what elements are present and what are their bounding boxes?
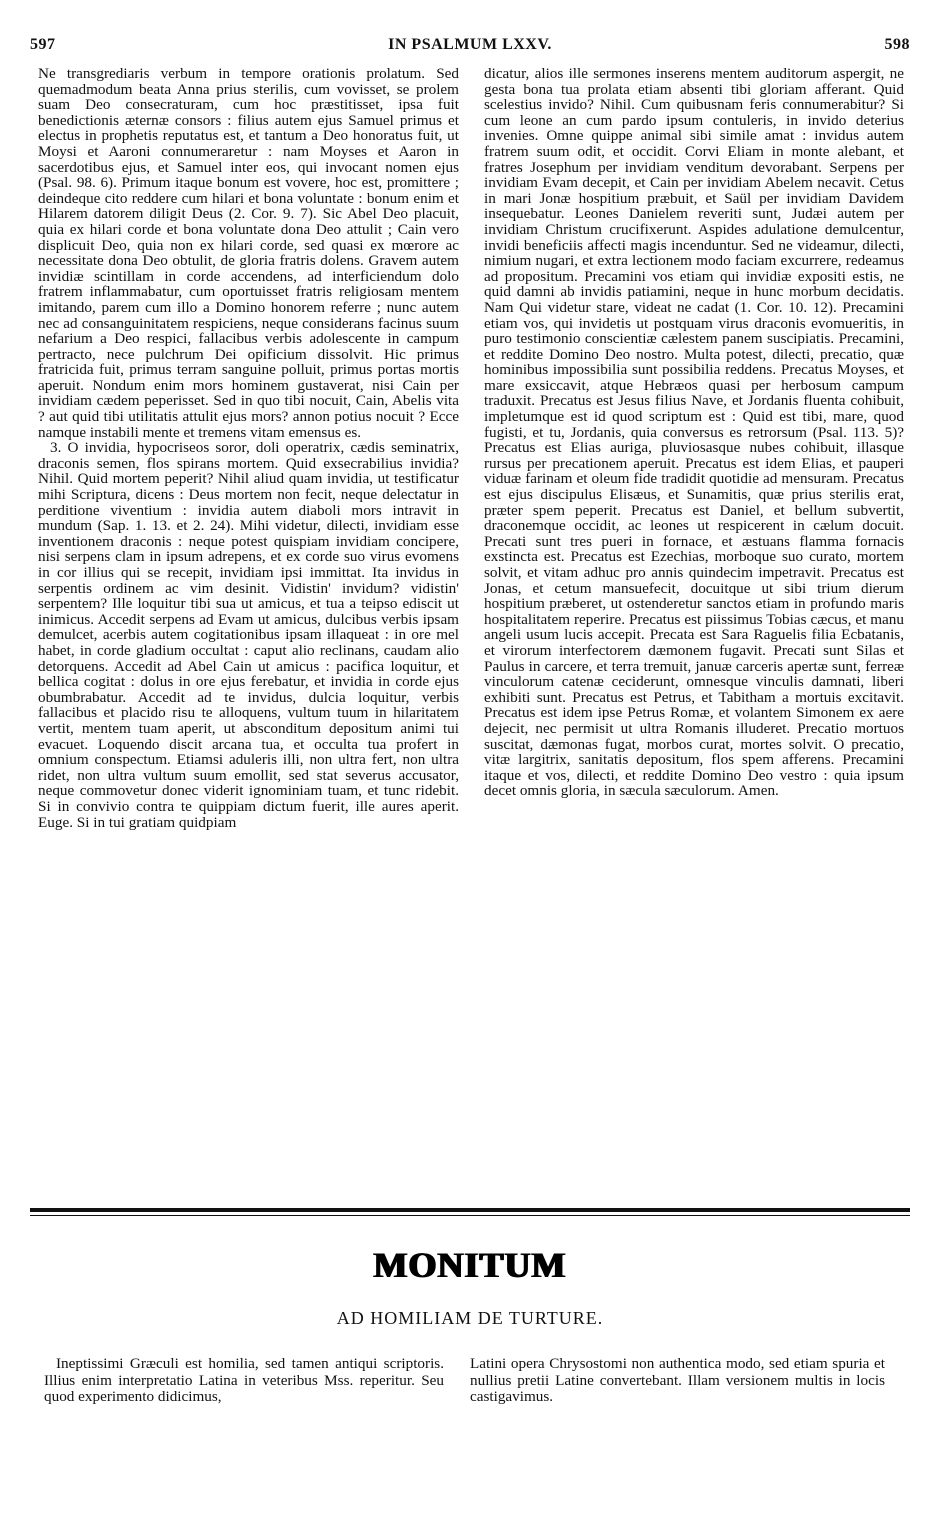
running-title: IN PSALMUM LXXV. [388, 36, 552, 53]
divider-thin [30, 1215, 910, 1216]
right-paragraph-1: dicatur, alios ille sermones inserens mentem auditorum aspergit, ne gesta bona tua prolata etiam absenti tibi gloriam afferant. Quid scelestius invido? Nihil. Cum quibusnam feris connumerabitur? Si cum leone an cum pardo ipsum contuleris, in invido deterius invenies. Omne quippe animal sibi simile amat : invidus autem fratrem suum odit, et occidit. Corvi Eliam in monte alebant, et fratres Josephum per invidiam venditum devorabant. Serpens per invidiam Evam decepit, et Cain per invidiam Abelem necavit. Cetus in mari Jonæ hospitium præbuit, et Saül per invidiam Davidem insequebatur. Leones Danielem reveriti sunt, Judæi autem per invidiam Christum crucifixerunt. Aspides adulatione demulcentur, invidi beneficiis affecti magis incenduntur. Sed ne videamur, dilecti, nimium nugari, et extra lectionem modo faciam excurrere, redeamus ad propositum. Precamini vos etiam qui invidiæ expositi estis, ne quid damni ab invidis patiamini, neque in hunc morbum decidatis. Nam Qui videtur stare, videat ne cadat (1. Cor. 10. 12). Precamini etiam vos, qui invidetis ut postquam virus draconis evomueritis, in puro testimonio conscientiæ cælestem panem suscipiatis. Precamini, et reddite Domino Deo nostro. Multa potest, dilecti, precatio, quæ hominibus impossibilia sunt possibilia reddens. Precatus Moyses, et mare exsiccavit, atque Hebræos quasi per herbosum campum traduxit. Precatus est Jesus filius Nave, et Jordanis fluenta cohibuit, impletumque est id quod scriptum est : Quid est tibi, mare, quod fugisti, et tu, Jordanis, quia conversus es retrorsum (Psal. 113. 5)? Precatus est Elias auriga, pluviosasque nubes cohibuit, illasque rursus per precationem aperuit. Precatus est idem Elias, et pauperi viduæ farinam et oleum fide tradidit quotidie ad mensuram. Precatus est ejus discipulus Elisæus, et Sunamitis, quæ prius sterilis erat, præter spem peperit. Precatus est Daniel, et bellum subvertit, draconemque occidit, ac leones ut respicerent in cælum docuit. Precati sunt tres pueri in fornace, et æstuans flamma fornacis exstincta est. Precatus est Ezechias, morboque suo curato, mortem solvit, et vitam adhuc pro annis quindecim impetravit. Precatus est Jonas, et cetum mansuefecit, docuitque ut sibi trium dierum hospitium præberet, ut ostenderetur sanctos etiam in profundo maris hospitalitatem reperire. Precatus est piissimus Tobias cæcus, et manu angeli usum lucis accepit. Precata est Sara Raguelis filia Ecbatanis, et virorum interfectorem dæmonem fugavit. Precati sunt Silas et Paulus in carcere, et terra tremuit, januæ carceris apertæ sunt, ferreæ vinculorum catenæ ceciderunt, omnesque vinculis damnati, liberi exhibiti sunt. Precatus est Petrus, et Tabitham a mortuis excitavit. Precatus est idem ipse Petrus Romæ, et volantem Simonem ex aere dejecit, nec permisit ut ultra Romanis illuderet. Precatio mortuos suscitat, dæmonas fugat, morbos curat, mortes solvit. O precatio, vitæ largitrix, sanitatis depositum, flos spem afferens. Precamini itaque et vos, dilecti, et reddite Domino Deo vestro : quia ipsum decet omnis gloria, in sæcula sæculorum. Amen. [484, 65, 904, 800]
page-number-left: 597 [30, 36, 56, 53]
monitum-left-column [44, 1356, 444, 1406]
monitum-title: MONITUM [373, 1245, 567, 1285]
running-head [30, 36, 910, 56]
monitum-left-text: Ineptissimi Græculi est homilia, sed tamen antiqui scriptoris. Illius enim interpretatio Latina in veteribus Mss. reperitur. Seu quod experimento didicimus, [44, 1355, 444, 1405]
page-number-right: 598 [884, 36, 910, 53]
divider-thick [30, 1208, 910, 1212]
left-column [38, 66, 459, 830]
monitum-right-text: Latini opera Chrysostomi non authentica modo, sed etiam spuria et nullius pretii Latine convertebant. Illam versionem multis in locis castigavimus. [470, 1355, 885, 1405]
right-column [484, 66, 904, 799]
left-paragraph-1: Ne transgrediaris verbum in tempore orationis prolatum. Sed quemadmodum beata Anna prius sterilis, cum vovisset, se prolem suam Deo consecraturam, cum hoc præstitisset, ipsa fuit benedictionis æternæ consors : filius autem ejus Samuel primus et electus in prophetis reputatus est, et tantum a Deo honoratus fuit, ut Moysi et Aaroni connumeraretur : nam Moyses et Aaron in sacerdotibus ejus, et Samuel inter eos, qui invocant nomen ejus (Psal. 98. 6). Primum itaque bonum est vovere, hoc est, promittere ; deindeque cito reddere cum hilari et bona voluntate : bonum enim et Hilarem datorem diligit Deus (2. Cor. 9. 7). Sic Abel Deo placuit, quia ex hilari corde et bona voluntate dona Deo attulit ; Cain vero displicuit Deo, quia non ex hilari corde, sed quasi ex mœrore ac necessitate dona Deo obtulit, de gloria fratris dolens. Gravem autem invidiæ scintillam in corde accendens, ad interficiendum dolo fratrem inflammabatur, cum oportuisset fratris religiosam mentem imitando, parem cum illo a Domino honorem referre ; nunc autem nec ad consanguinitatem respiciens, neque considerans facinus suum nefarium a Deo respici, fallacibus verbis adolescente in campum pertracto, nece pulchrum Dei opificium dissolvit. Hic primus fratricida fuit, primus terram sanguine polluit, primus portas mortis aperuit. Nondum enim mors hominem gustaverat, nisi Cain per invidiam cædem peperisset. Sed in quo tibi nocuit, Cain, Abelis vita ? aut quid tibi utilitatis attulit ejus mors? annon potius nocuit ? Ecce namque instabili mente et tremens vitam emensus es. [38, 65, 459, 441]
left-paragraph-2: 3. O invidia, hypocriseos soror, doli operatrix, cædis seminatrix, draconis semen, flos spirans mortem. Quid exsecrabilius invidia? Nihil. Quid mortem peperit? Nihil aliud quam invidia, ut testificatur mihi Scriptura, dicens : Deus mortem non fecit, neque delectatur in perditione viventium : invidia autem diaboli mors intravit in mundum (Sap. 1. 13. et 2. 24). Mihi videtur, dilecti, invidiam esse inventionem draconis : neque potest quispiam invidiam concipere, nisi serpens clam in ipsum adrepens, et ex corde suo virus evomens in cor illius qui se recepit, invidiam ipsi immittat. Ita invidus in serpentis ordinem ac vim desinit. Vidistin' invidum? vidistin' serpentem? Ille loquitur tibi sua ut amicus, et tua a teipso ediscit ut inimicus. Accedit serpens ad Evam ut amicus, dulcibus verbis ipsam demulcet, acerbis autem cogitationibus ipsam illaqueat : in ore mel habet, in corde gladium occultat : caput alio reclinans, caudam alio detorquens. Accedit ad Abel Cain ut amicus : pacifica loquitur, et bellica cogitat : dolus in ore ejus ferebatur, et invidia in corde ejus obumbrabatur. Accedit ad te invidus, dulcia loquitur, verbis fallacibus et placido risu te alloquens, vultum tuum in hilaritatem vertit, mentem tuam aperit, ut absconditum depositum animi tui evacuet. Loquendo discit arcana tua, et occulta tua profert in omnium conspectum. Etiamsi aduleris illi, non ultra fert, non ultra ridet, non ultra vultum suum emollit, sed stat severus accusator, neque commovetur donec viderit ignominiam tuam, et tunc ridebit. Si in convivio contra te quippiam dictum fuerit, ille aures aperit. Euge. Si in tui gratiam quidpiam [38, 439, 459, 831]
monitum-right-column [470, 1356, 885, 1406]
monitum-subtitle: AD HOMILIAM DE TURTURE. [336, 1308, 604, 1328]
